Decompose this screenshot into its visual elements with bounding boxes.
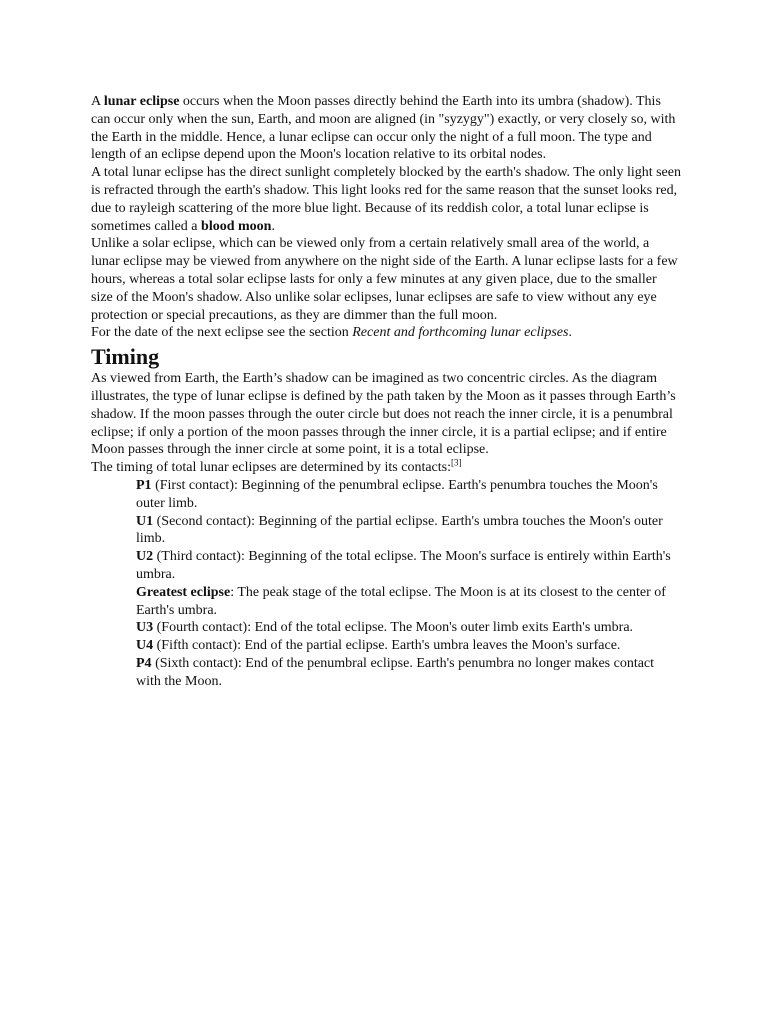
contact-item — [136, 584, 681, 620]
contact-description: (Second contact): Beginning of the partial eclipse. Earth's umbra touches the Moon's outer limb. — [136, 513, 663, 547]
timing-paragraph-1: As viewed from Earth, the Earth’s shadow can be imagined as two concentric circles. As the diagram illustrates, the type of lunar eclipse is defined by the path taken by the Moon as it passes through Earth’s shadow. If the moon passes through the outer circle but does not reach the inner circle, it is a penumbral eclipse; if only a portion of the moon passes through the inner circle, it is a partial eclipse; and if entire Moon passes through the inner circle at some point, it is a total eclipse. — [91, 371, 676, 458]
contact-term: P1 — [136, 477, 152, 493]
section-heading-timing: Timing — [91, 344, 160, 370]
contact-description: (First contact): Beginning of the penumbral eclipse. Earth's penumbra touches the Moon's outer limb. — [136, 477, 658, 511]
citation-reference: [3] — [451, 457, 462, 468]
contact-term: P4 — [136, 655, 152, 671]
intro-p2-post: . — [271, 218, 275, 234]
contact-description: (Fifth contact): End of the partial eclipse. Earth's umbra leaves the Moon's surface. — [153, 638, 621, 654]
timing-paragraph-2 — [91, 459, 681, 477]
contact-term: U1 — [136, 513, 154, 529]
contact-description: : The peak stage of the total eclipse. The Moon is at its closest to the center of Earth's umbra. — [136, 584, 666, 618]
timing-p2-text: The timing of total lunar eclipses are determined by its contacts: — [91, 460, 452, 476]
section-reference: Recent and forthcoming lunar eclipses — [352, 325, 569, 341]
document-page — [91, 93, 681, 691]
intro-paragraph-4 — [91, 324, 681, 342]
contacts-list — [136, 477, 681, 691]
contact-term: U2 — [136, 549, 154, 565]
contact-item — [136, 513, 681, 549]
intro-p4-pre: For the date of the next eclipse see the section — [91, 325, 353, 341]
term-lunar-eclipse: lunar eclipse — [103, 94, 180, 109]
intro-p2-pre: A total lunar eclipse has the direct sunlight completely blocked by the earth's shadow. The only light seen is refracted through the earth's shadow. This light looks red for the same reason that the sunset looks red, due to rayleigh scattering of the more blue light. Because of its reddish color, a total lunar eclipse is sometimes called a — [91, 165, 681, 234]
contact-description: (Sixth contact): End of the penumbral eclipse. Earth's penumbra no longer makes contact with the Moon. — [136, 655, 655, 689]
intro-p1-pre: A — [91, 94, 104, 109]
intro-paragraph-1 — [91, 93, 681, 164]
intro-p4-post: . — [568, 325, 572, 341]
contact-term: U4 — [136, 638, 154, 654]
contact-item — [136, 655, 681, 691]
contact-term: Greatest eclipse — [136, 584, 231, 600]
contact-term: U3 — [136, 620, 154, 636]
contact-item — [136, 477, 681, 513]
contact-item — [136, 619, 681, 637]
intro-p1-post: occurs when the Moon passes directly behind the Earth into its umbra (shadow). This can occur only when the sun, Earth, and moon are aligned (in "syzygy") exactly, or very closely so, with the Earth in the middle. Hence, a lunar eclipse can occur only the night of a full moon. The type and length of an eclipse depend upon the Moon's location relative to its orbital nodes. — [91, 94, 676, 163]
contact-item — [136, 548, 681, 584]
intro-paragraph-2 — [91, 164, 681, 235]
contact-description: (Third contact): Beginning of the total eclipse. The Moon's surface is entirely within Earth's umbra. — [136, 549, 671, 582]
contact-item — [136, 637, 681, 655]
intro-paragraph-3: Unlike a solar eclipse, which can be viewed only from a certain relatively small area of the world, a lunar eclipse may be viewed from anywhere on the night side of the Earth. A lunar eclipse lasts for a few hours, whereas a total solar eclipse lasts for only a few minutes at any given place, due to the smaller size of the Moon's shadow. Also unlike solar eclipses, lunar eclipses are safe to view without any eye protection or special precautions, as they are dimmer than the full moon. — [91, 236, 678, 323]
contact-description: (Fourth contact): End of the total eclipse. The Moon's outer limb exits Earth's umbra. — [153, 620, 634, 636]
term-blood-moon: blood moon — [201, 218, 272, 234]
